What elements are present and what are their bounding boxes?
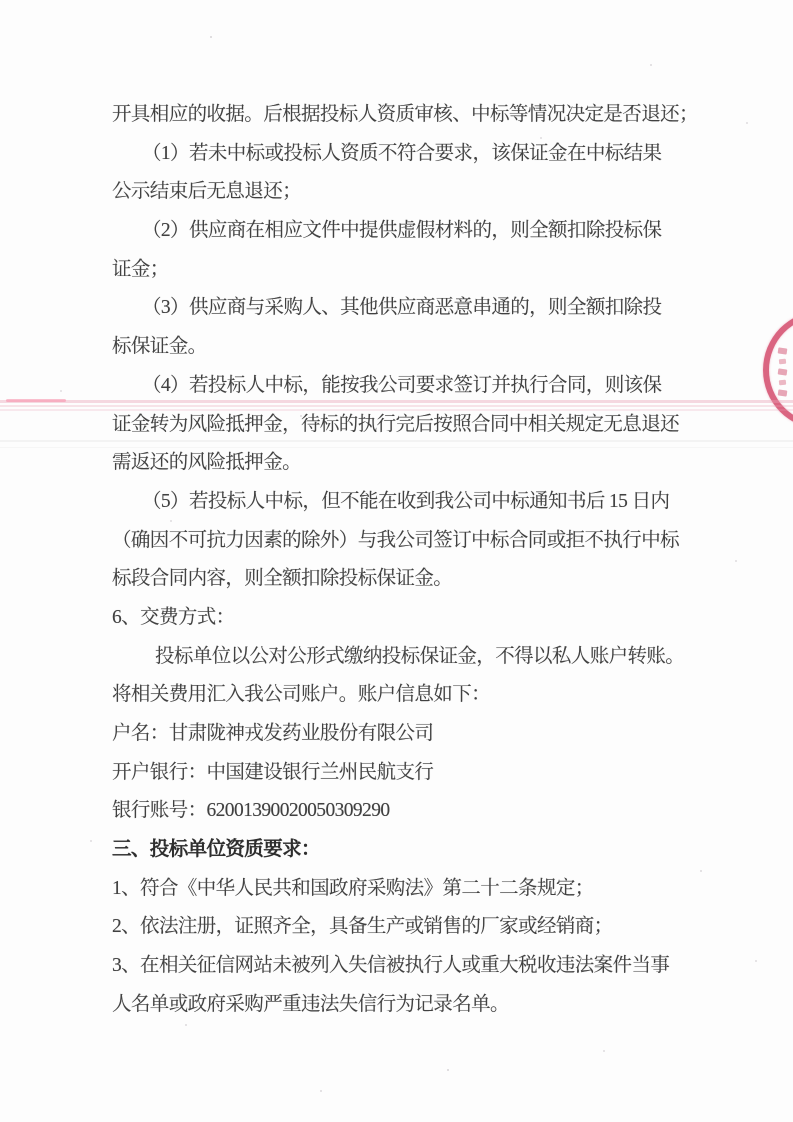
doc-line-clause-2b: 证金； [112,258,169,280]
seal-glyph-mark [777,347,787,354]
doc-line-bank-name: 开户银行：中国建设银行兰州民航支行 [112,761,434,783]
scan-noise-speckles [0,0,2,2]
doc-line-clause-4b: 证金转为风险抵押金，待标的执行完后按照合同中相关规定无息退还 [112,413,680,435]
doc-line-clause-3b: 标保证金。 [112,336,207,358]
doc-line-qualification-3a: 3、在相关征信网站未被列入失信被执行人或重大税收违法案件当事 [112,955,670,977]
doc-line-clause-1b: 公示结束后无息退还； [112,181,302,203]
doc-line-clause-3a: （3）供应商与采购人、其他供应商恶意串通的，则全额扣除投 [142,297,662,319]
seal-glyph-mark [777,389,787,396]
doc-line-qualification-3b: 人名单或政府采购严重违法失信行为记录名单。 [112,993,509,1015]
document-text-block [112,96,697,1025]
doc-section-heading-qualifications: 三、投标单位资质要求： [112,839,320,861]
doc-line-receipt-refund: 开具相应的收据。后根据投标人资质审核、中标等情况决定是否退还； [112,104,698,125]
doc-line-clause-4a: （4）若投标人中标，能按我公司要求签订并执行合同，则该保 [142,374,662,396]
seal-glyph-mark [778,359,785,365]
doc-line-account-name: 户名：甘肃陇神戎发药业股份有限公司 [112,723,434,744]
red-seal-text-fragment [775,348,789,396]
doc-line-clause-5c: 标段合同内容，则全额扣除投标保证金。 [112,568,453,590]
doc-line-qualification-1: 1、符合《中华人民共和国政府采购法》第二十二条规定； [112,877,594,899]
doc-line-clause-1a: （1）若未中标或投标人资质不符合要求，该保证金在中标结果 [142,142,662,164]
seal-glyph-mark [778,380,785,386]
doc-line-payment-b: 将相关费用汇入我公司账户。账户信息如下： [112,684,491,706]
doc-line-payment-method-heading: 6、交费方式： [112,606,235,628]
doc-line-account-number: 银行账号：62001390020050309290 [112,800,390,822]
seal-glyph-mark [777,368,787,375]
doc-line-payment-a: 投标单位以公对公形式缴纳投标保证金，不得以私人账户转账。 [155,645,685,667]
doc-line-clause-5b: （确因不可抗力因素的除外）与我公司签订中标合同或拒不执行中标 [112,529,680,551]
doc-line-clause-4c: 需返还的风险抵押金。 [112,452,302,474]
doc-line-qualification-2: 2、依法注册，证照齐全，具备生产或销售的厂家或经销商； [112,916,613,938]
doc-line-clause-5a: （5）若投标人中标，但不能在收到我公司中标通知书后 15 日内 [142,490,670,512]
doc-line-clause-2a: （2）供应商在相应文件中提供虚假材料的，则全额扣除投标保 [142,220,662,242]
scan-streak [6,399,66,402]
